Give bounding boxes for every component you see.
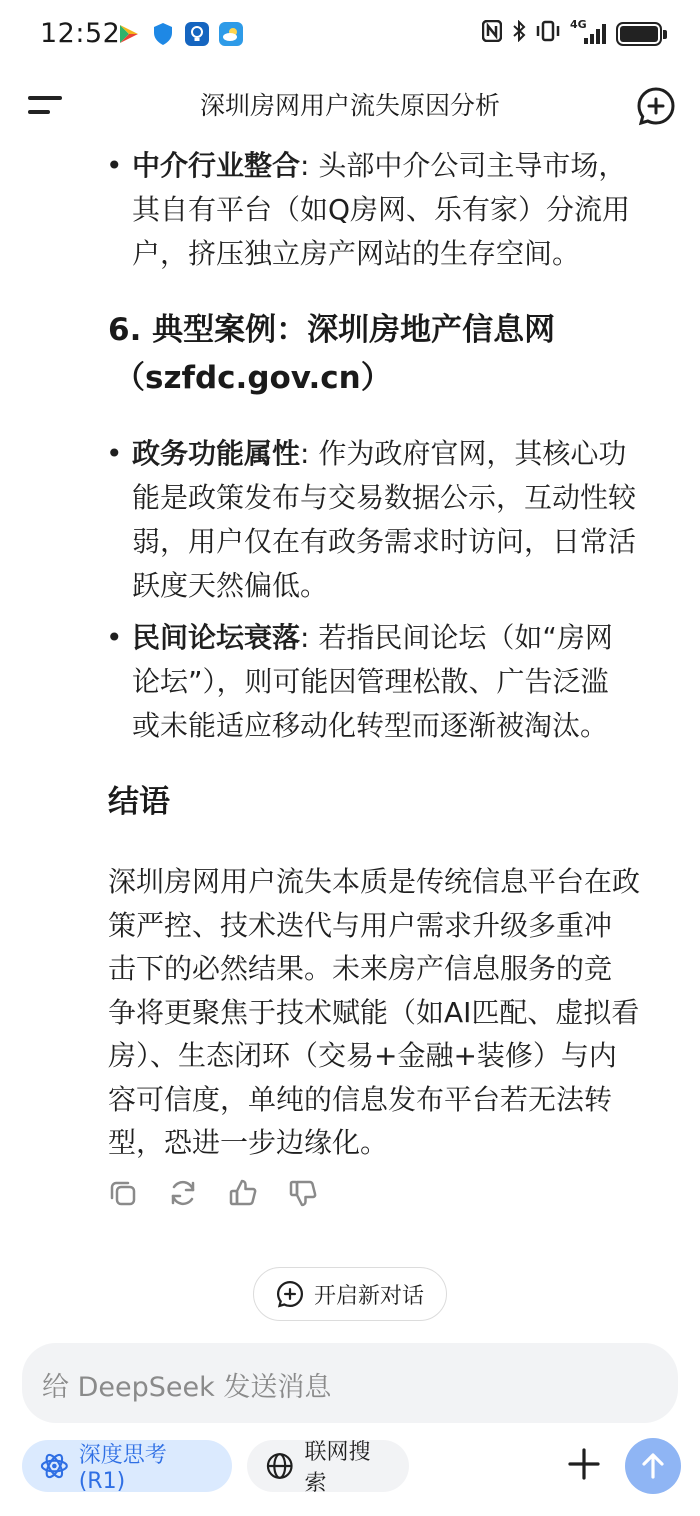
thumbs-down-icon[interactable] xyxy=(288,1178,318,1208)
new-chat-button[interactable] xyxy=(636,86,676,126)
chat-plus-icon xyxy=(276,1280,304,1308)
start-new-chat-button[interactable] xyxy=(253,1267,447,1321)
web-search-label: 联网搜索 xyxy=(304,1440,371,1496)
shield-icon xyxy=(151,22,175,46)
bullet-line: 或未能适应移动化转型而逐渐被淘汰。 xyxy=(132,709,609,742)
bullet-intermediary xyxy=(108,144,676,276)
section-heading-line: 6. 典型案例：深圳房地产信息网 xyxy=(108,312,556,348)
message-input[interactable] xyxy=(22,1343,678,1423)
bullet-line: 弱，用户仅在有政务需求时访问，日常活 xyxy=(132,525,637,558)
bullet-line: : 作为政府官网，其核心功 xyxy=(300,437,627,470)
paragraph-line: 房）、生态闭环（交易+金融+装修）与内 xyxy=(108,1039,617,1072)
bullet-term: 政务功能属性 xyxy=(132,437,301,470)
nfc-icon xyxy=(482,20,502,47)
paragraph-line: 击下的必然结果。未来房产信息服务的竞 xyxy=(108,952,613,985)
bullet-dot: • xyxy=(106,437,123,470)
section-heading-6 xyxy=(108,306,668,402)
message-input-placeholder: 给 DeepSeek 发送消息 xyxy=(42,1372,332,1403)
bullet-term: 中介行业整合 xyxy=(132,149,301,182)
bullet-text xyxy=(108,432,676,608)
conclusion-paragraph xyxy=(108,860,676,1165)
status-time: 12:52 xyxy=(40,18,121,49)
network-type: 4G xyxy=(570,17,587,31)
bullet-dot: • xyxy=(106,621,123,654)
paragraph-line: 策严控、技术迭代与用户需求升级多重冲 xyxy=(108,908,613,942)
conclusion-heading: 结语 xyxy=(108,784,170,820)
status-bar xyxy=(0,0,700,70)
battery-icon xyxy=(616,22,662,46)
attach-button[interactable] xyxy=(566,1446,602,1482)
globe-icon xyxy=(265,1451,294,1481)
regenerate-icon[interactable] xyxy=(168,1178,198,1208)
paragraph-line: 深圳房网用户流失本质是传统信息平台在政 xyxy=(108,865,641,898)
bullet-gov xyxy=(108,432,676,608)
section-heading-line: （szfdc.gov.cn） xyxy=(114,360,392,396)
bluetooth-icon xyxy=(512,20,526,47)
arrow-up-icon xyxy=(639,1452,667,1480)
bulb-app-icon xyxy=(185,22,209,46)
bullet-line: 论坛”），则可能因管理松散、广告泛滥 xyxy=(132,665,609,698)
bullet-line: 户，挤压独立房产网站的生存空间。 xyxy=(132,237,581,270)
bullet-forum xyxy=(108,616,676,748)
paragraph-line: 型，恐进一步边缘化。 xyxy=(108,1126,389,1159)
app-header xyxy=(0,72,700,138)
start-new-chat-label: 开启新对话 xyxy=(313,1283,424,1309)
page-title: 深圳房网用户流失原因分析 xyxy=(199,91,500,120)
bullet-line: 其自有平台（如Q房网、乐有家）分流用 xyxy=(132,193,631,226)
plus-icon xyxy=(566,1446,602,1482)
thumbs-up-icon[interactable] xyxy=(228,1178,258,1208)
bullet-text xyxy=(108,616,676,748)
paragraph-line: 争将更聚焦于技术赋能（如AI匹配、虚拟看 xyxy=(108,995,640,1029)
message-actions xyxy=(108,1178,318,1208)
deep-think-label: 深度思考 (R1) xyxy=(78,1443,167,1494)
atom-icon xyxy=(40,1451,69,1481)
vibrate-icon xyxy=(536,20,560,47)
send-button[interactable] xyxy=(625,1438,681,1494)
chat-plus-icon xyxy=(636,86,676,126)
status-system-icons xyxy=(482,17,662,47)
bullet-term: 民间论坛衰落 xyxy=(132,621,301,654)
deep-think-toggle[interactable] xyxy=(22,1440,232,1492)
bullet-line: 跃度天然偏低。 xyxy=(132,569,329,602)
signal-icon xyxy=(570,17,606,46)
bullet-text xyxy=(108,144,676,276)
bullet-line: : 若指民间论坛（如“房网 xyxy=(300,621,613,654)
copy-icon[interactable] xyxy=(108,1178,138,1208)
app-store-icon xyxy=(117,22,141,46)
bullet-dot: • xyxy=(106,149,123,182)
bullet-line: 能是政策发布与交易数据公示，互动性较 xyxy=(132,481,637,514)
weather-app-icon xyxy=(219,22,243,46)
web-search-toggle[interactable] xyxy=(247,1440,409,1496)
paragraph-line: 容可信度，单纯的信息发布平台若无法转 xyxy=(108,1082,613,1116)
status-notification-icons xyxy=(117,22,243,46)
bullet-line: : 头部中介公司主导市场， xyxy=(300,149,627,182)
